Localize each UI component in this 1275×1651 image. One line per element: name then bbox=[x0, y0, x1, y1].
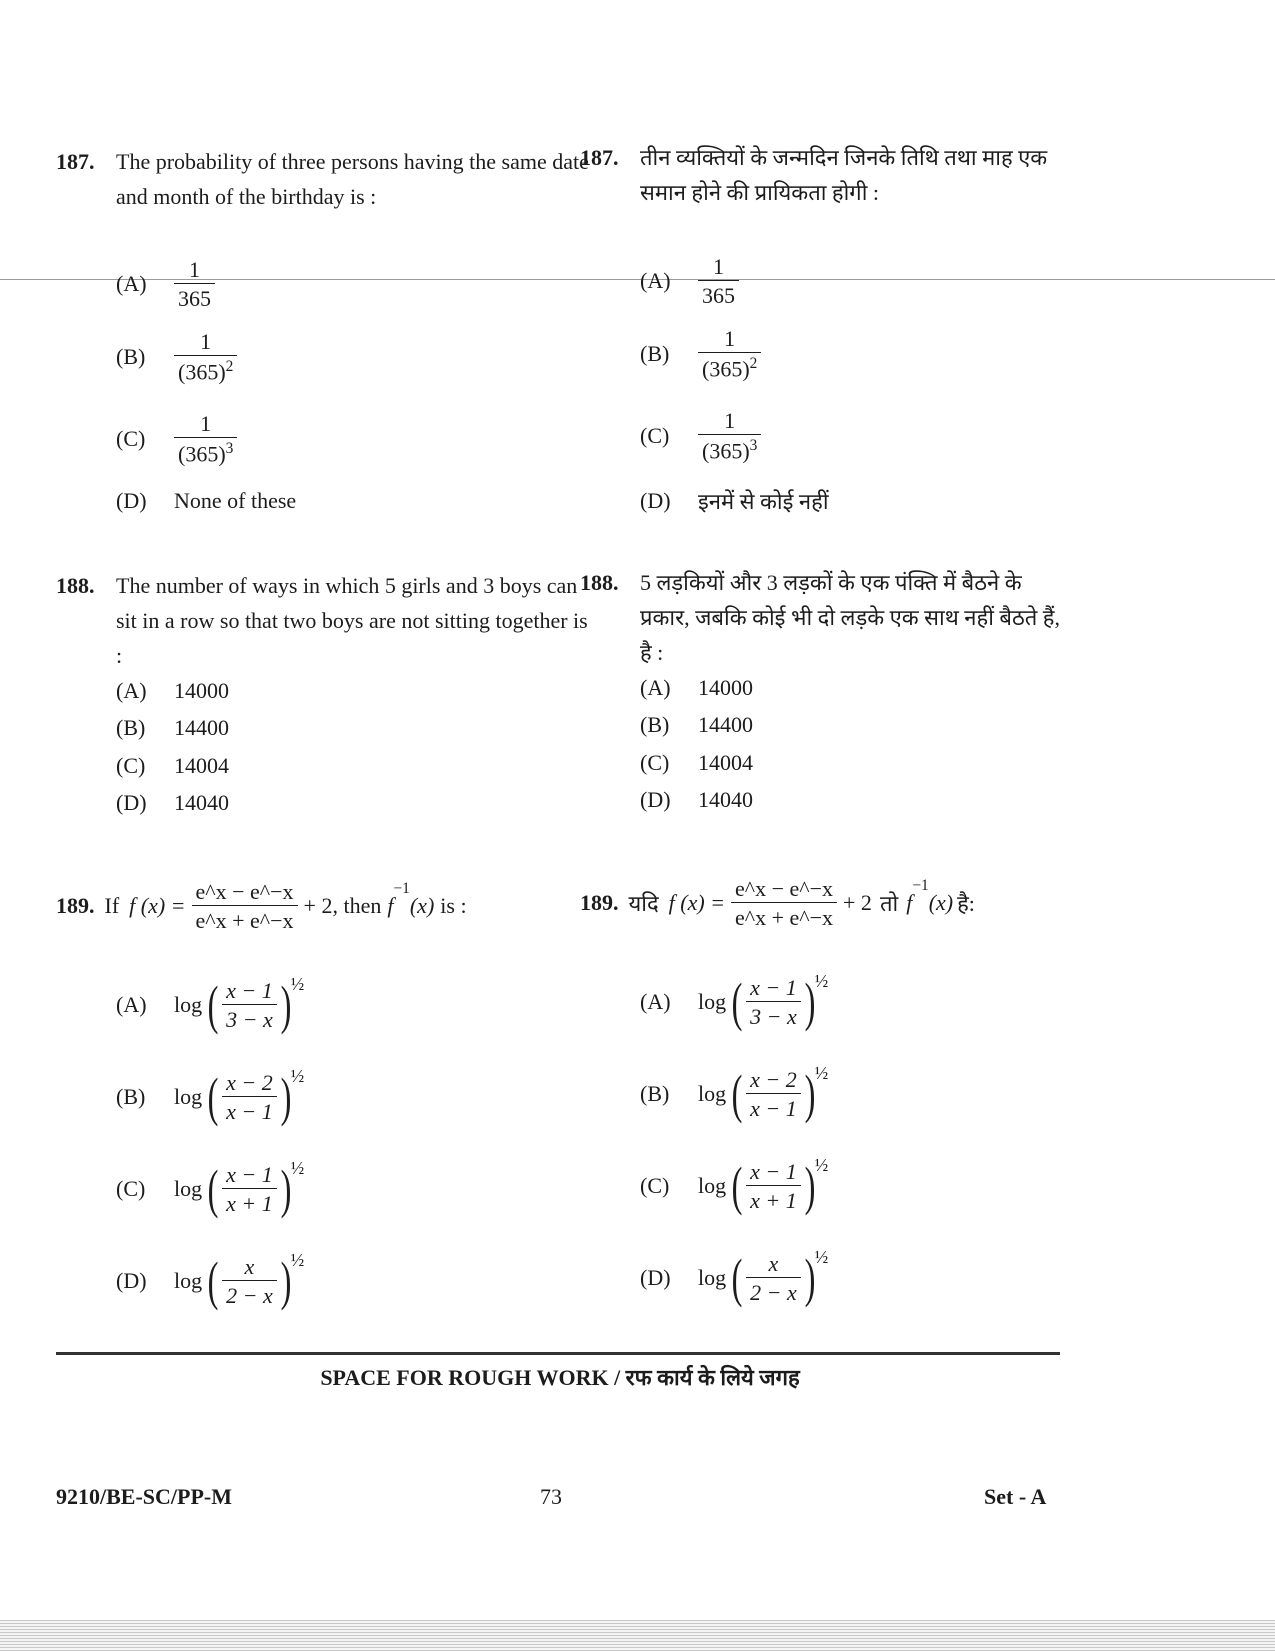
q187-hi-opt-d: (D) इनमें से कोई नहीं bbox=[640, 488, 829, 514]
q188-en-opt-d: (D) 14040 bbox=[116, 790, 229, 815]
q189-en-opt-b: (B) log ( $\frac{x - 2}{x - 1}$ ) ½ bbox=[116, 1066, 305, 1127]
fraction: $\frac{1}{(365)^2}$ bbox=[698, 327, 761, 381]
q188-hi-opt-d: (D) 14040 bbox=[640, 787, 753, 812]
q188-hi bbox=[580, 565, 1070, 670]
q188-text-en: The number of ways in which 5 girls and 3 boys can sit in a row so that two boys are not sitting together is : bbox=[116, 573, 588, 668]
q188-text-hi: 5 लड़कियों और 3 लड़कों के एक पंक्ति में बैठने के प्रकार, जबकि कोई भी दो लड़के एक साथ नहीं बैठते हैं, है : bbox=[640, 570, 1060, 665]
paper-code: 9210/BE-SC/PP-M bbox=[56, 1484, 232, 1509]
q189-hi-stem: 189. यदि f (x) = $\frac{e\^{}x - e\^{}-x}{e\^{}x + e\^{}-x}$ + 2 तो f $^{-1}$ (x) है: bbox=[580, 876, 975, 931]
q187-en-opt-a: (A) $\frac{1}{365}$ bbox=[116, 258, 215, 310]
exp-fraction: $\frac{e\^{}x - e\^{}-x}{e\^{}x + e\^{}-x}$ bbox=[192, 880, 298, 932]
q188-en-opt-c: (C) 14004 bbox=[116, 753, 229, 778]
fraction: $\frac{1}{(365)^3}$ bbox=[698, 409, 761, 463]
fraction: $\frac{1}{(365)^3}$ bbox=[174, 412, 237, 466]
q187-hi bbox=[580, 140, 1070, 210]
q188-number: 188. bbox=[56, 573, 95, 598]
q189-en-stem: 189. If f (x) = $\frac{e\^{}x - e\^{}-x}{e\^{}x + e\^{}-x}$ + 2 , then f $^{-1}$ (x) is : bbox=[56, 879, 467, 934]
q189-hi-opt-b: (B) log ( $\frac{x - 2}{x - 1}$ ) ½ bbox=[640, 1063, 829, 1124]
q188-en-opt-a: (A) 14000 bbox=[116, 678, 229, 703]
set-label: Set - A bbox=[984, 1484, 1047, 1509]
page-number: 73 bbox=[540, 1484, 562, 1509]
q189-en-opt-d: (D) log ( $\frac{x}{2 - x}$ ) ½ bbox=[116, 1250, 305, 1311]
q187-hi-opt-b: (B) $\frac{1}{(365)^2}$ bbox=[640, 327, 761, 381]
q189-hi-opt-c: (C) log ( $\frac{x - 1}{x + 1}$ ) ½ bbox=[640, 1155, 829, 1216]
q189-hi-opt-d: (D) log ( $\frac{x}{2 - x}$ ) ½ bbox=[640, 1247, 829, 1308]
exp-fraction: $\frac{e\^{}x - e\^{}-x}{e\^{}x + e\^{}-x}$ bbox=[731, 877, 837, 929]
q187-en-opt-d: (D) None of these bbox=[116, 488, 297, 513]
q188-hi-opt-c: (C) 14004 bbox=[640, 750, 753, 775]
q187-text-hi: तीन व्यक्तियों के जन्मदिन जिनके तिथि तथा माह एक समान होने की प्रायिकता होगी : bbox=[640, 145, 1048, 205]
scan-edge-stripes bbox=[0, 1620, 1275, 1651]
q189-en-opt-a: (A) log ( $\frac{x - 1}{3 - x}$ ) ½ bbox=[116, 974, 305, 1035]
q187-text-en: The probability of three persons having the same date and month of the birthday is : bbox=[116, 149, 589, 209]
q187-hi-opt-a: (A) $\frac{1}{365}$ bbox=[640, 255, 739, 307]
q189-hi-opt-a: (A) log ( $\frac{x - 1}{3 - x}$ ) ½ bbox=[640, 971, 829, 1032]
fraction: $\frac{1}{(365)^2}$ bbox=[174, 330, 237, 384]
q188-en bbox=[56, 568, 596, 673]
q188-hi-opt-b: (B) 14400 bbox=[640, 712, 753, 737]
q187-en-opt-b: (B) $\frac{1}{(365)^2}$ bbox=[116, 330, 237, 384]
q189-en-opt-c: (C) log ( $\frac{x - 1}{x + 1}$ ) ½ bbox=[116, 1158, 305, 1219]
q187-hi-opt-c: (C) $\frac{1}{(365)^3}$ bbox=[640, 409, 761, 463]
fraction: $\frac{1}{365}$ bbox=[174, 258, 215, 310]
q188-en-opt-b: (B) 14400 bbox=[116, 715, 229, 740]
q188-hi-opt-a: (A) 14000 bbox=[640, 675, 753, 700]
q188-number-hi: 188. bbox=[580, 570, 619, 595]
fraction: $\frac{1}{365}$ bbox=[698, 255, 739, 307]
rough-work-label: SPACE FOR ROUGH WORK / रफ कार्य के लिये जगह bbox=[320, 1365, 800, 1390]
q187-en bbox=[56, 144, 596, 214]
q187-number-hi: 187. bbox=[580, 145, 619, 170]
q187-en-opt-c: (C) $\frac{1}{(365)^3}$ bbox=[116, 412, 237, 466]
q187-number: 187. bbox=[56, 149, 95, 174]
rough-work-divider bbox=[56, 1352, 1060, 1355]
